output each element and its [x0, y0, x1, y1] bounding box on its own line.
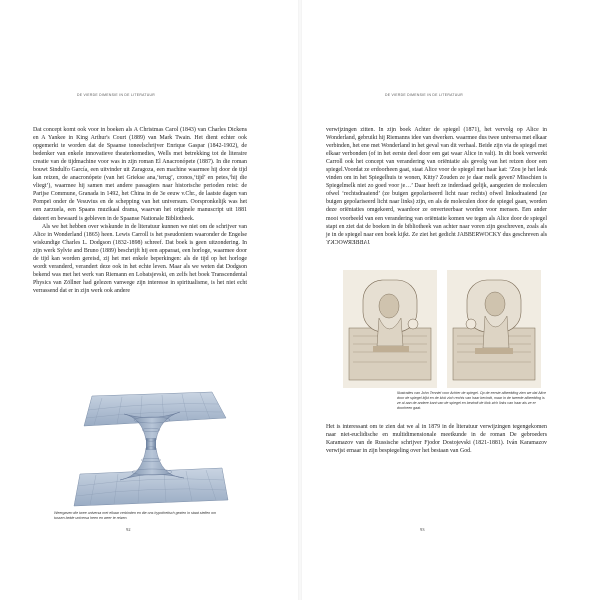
- tenniel-illustration-2: [447, 270, 541, 388]
- running-head-right: DE VIERDE DIMENSIE IN DE LITERATUUR: [384, 93, 464, 97]
- left-page: [14, 0, 298, 600]
- right-paragraph-2: Het is interessant om te zien dat we al in 1879 in de literatuur verwijzingen tegengekomen naar niet-euclidische en multidimensionale meetkunde in de roman De gebroeders Karamazov van de Russische schrijver Fjodor Dostojevski (1821-1881). Iván Karamazov verwijst ernaar in zijn bespiegeling over het bestaan van God.: [326, 424, 547, 455]
- running-head-left: DE VIERDE DIMENSIE IN DE LITERATUUR: [76, 93, 156, 97]
- wormhole-illustration: [72, 388, 230, 510]
- right-body-text: [326, 126, 547, 247]
- right-body-text-lower: [326, 423, 547, 455]
- right-page: [302, 0, 586, 600]
- right-paragraph-1: [326, 126, 547, 247]
- mirrored-jabberwocky: JABBERWOCKY: [326, 239, 370, 246]
- wormhole-caption: Weergaven die twee universa met elkaar verbinden en die ons hypothetisch gezien in staat stellen om tussen beide universa heen en weer te reizen.: [54, 511, 217, 520]
- page-number-left: 92: [126, 527, 131, 532]
- wormhole-figure: [72, 388, 230, 510]
- tenniel-caption: Illustraties van John Tenniel voor Achter de spiegel. Op de eerste afbeelding zien we dat Alice door de spiegel kijkt en de klok zich rechts van haar bevindt, maar in de tweede afbeelding is ze al aan de andere kant van de spiegel en bevindt de klok zich links van haar als ze er doorheen gaat.: [397, 391, 547, 410]
- left-paragraph-2: Als we het hebben over wiskunde in de literatuur kunnen we niet om de schrijver van Alice in Wonderland (1865) heen. Lewis Carroll is het pseudoniem waaronder de Engelse wiskundige Charles L. Dodgson (1832-1898) schreef. Dat boek is geen uitzondering. In zijn werk Sylvie and Bruno (1889) beschrijft hij een apparaat, een horloge, waarmee door de tijd kan worden gereisd, zij het met enkele beperkingen: als de tijd op het horloge wordt veranderd, verandert deze ook in het echte leven. Maar als we weten dat Dodgson bekend was met het werk van Riemann en Lobatsjevski, en zelfs het boek Transcendental Physics van Zöllner had gelezen vanwege zijn interesse in spiritualisme, is het niet echt verrassend dat er in zijn werk ook andere: [33, 223, 247, 294]
- right-paragraph-1-text: verwijzingen zitten. In zijn boek Achter de spiegel (1871), het vervolg op Alice in Wonderland, gebruikt hij Riemanns idee van dwerken. waarmee dus twee universa met elkaar verbinden, het ene met Wonderland in het geval van dit verhaal. Beide zijn via de spiegel met elkaar verbonden (of in het eerste deel door een gat waar Alice in valt). In dit boek verwerkt Carroll ook het concept van verandering van oriëntatie als gevolg van het reizen door een spiegel.Voordat ze erdoorheen gaat, staat Alice voor de spiegel met haar kat: ‘Zou je het leuk vinden om in het Spiegelhuis te wonen, Kitty? Zouden ze je daar melk geven? Misschien is Spiegelmelk niet zo goed voor je…’ Daar heeft ze inderdaad gelijk, aangezien de moleculen ofwel ‘rechtsdraaiend’ (ze buigen gepolariseerd licht naar rechts) ofwel linksdraaiend (ze buigen gepolariseerd licht naar links) zijn, en als de moleculen door de spiegel gaan, worden deze oriëntaties omgekeerd, waardoor ze onverteerbaar worden voor mensen. Een ander mooi voorbeeld van een verandering van oriëntatie komen we tegen als Alice door de spiegel stapt en ziet dat de boeken in de bibliotheek van achter naar voren zijn geschreven, zoals als je in de spiegel naar een boek kijkt. Ze ziet het gedicht JABBERWOCKY dus geschreven als: [326, 127, 547, 238]
- left-paragraph-1: Dat concept komt ook voor in boeken als A Christmas Carol (1843) van Charles Dickens en A Yankee in King Arthur's Court (1889) van Mark Twain. Het dient echter ook opgemerkt te worden dat de Spaanse toneelschrijver Enrique Gaspar (1842-1902), de bedenker van enkele innovatieve theaterkomedies, Wells met betrekking tot de literaire creatie van de tijdmachine voor was in zijn roman El Anacronópete (1887). In die roman bouwt Sindulfo García, een uitvinder uit Zaragoza, een machine waarmee hij door de tijd kan reizen, de anacronópete (van het Griekse ana,‘terug’, cronos,‘tijd’ en petes,‘hij die vliegt’), waarmee hij samen met andere passagiers naar historische perioden reist: de Parijse Commune, Granada in 1492, het China in de 3e eeuw v.Chr., de laatste dagen van Pompeï onder de Vesuvius en de schepping van het universum. Oorspronkelijk was het een zarzuela, een Spaans muzikaal drama, waarvan het originele manuscript uit 1881 dateert en bewaard is gebleven in de Spaanse Nationale Bibliotheek.: [33, 127, 247, 222]
- page-number-right: 93: [420, 527, 425, 532]
- left-body-text: [33, 126, 247, 295]
- tenniel-illustration-1: [343, 270, 437, 388]
